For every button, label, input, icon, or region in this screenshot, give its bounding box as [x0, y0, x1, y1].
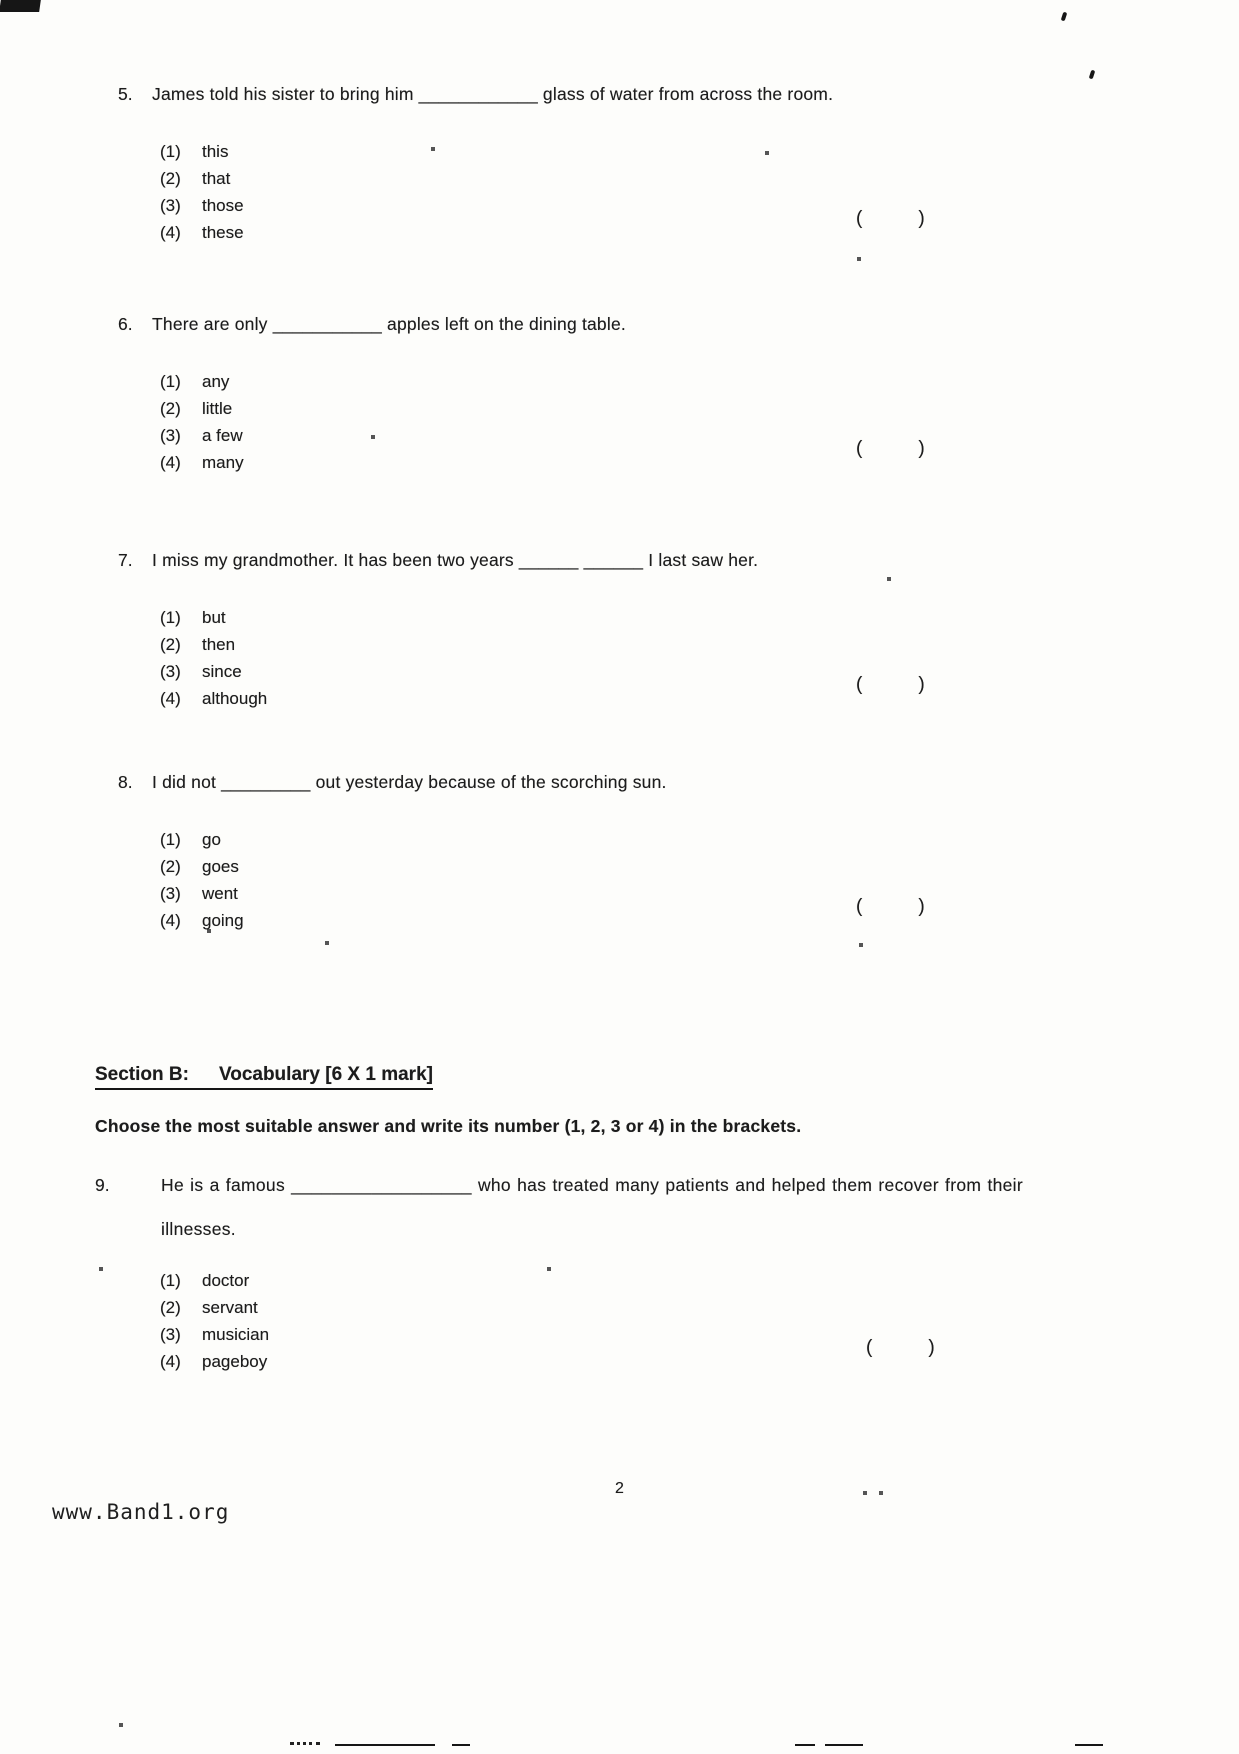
option-label: (1)	[160, 1271, 181, 1290]
question-stem: I did not _________ out yesterday because of the scorching sun.	[152, 772, 667, 792]
question-q7	[0, 548, 1239, 712]
question-q5-option-3	[0, 192, 1239, 219]
option-label: (3)	[160, 426, 181, 445]
section-b-label: Section B:	[95, 1064, 189, 1085]
question-q5-option-4	[0, 219, 1239, 246]
answer-brackets	[856, 438, 925, 460]
option-label: (1)	[160, 142, 181, 161]
option-text: that	[202, 169, 231, 188]
question-q8-option-4	[0, 907, 1239, 934]
question-q9-option-4	[0, 1348, 1239, 1375]
option-label: (3)	[160, 1325, 181, 1344]
question-q7-option-3	[0, 658, 1239, 685]
option-text: servant	[202, 1298, 258, 1317]
section-a-questions	[0, 82, 1239, 934]
section-b-name: Vocabulary [6 X 1 mark]	[218, 1064, 433, 1085]
page-number: 2	[615, 1480, 624, 1497]
scan-artifact	[795, 1744, 815, 1746]
option-text: a few	[202, 426, 243, 445]
option-text: musician	[202, 1325, 270, 1344]
scan-artifact	[0, 0, 2, 2]
question-q6-option-4	[0, 449, 1239, 476]
question-stem-row	[0, 82, 1239, 106]
answer-bracket-close: )	[918, 674, 925, 695]
question-stem-row	[0, 770, 1239, 794]
option-text: this	[202, 142, 229, 161]
option-label: (3)	[160, 196, 181, 215]
option-text: any	[202, 372, 230, 391]
answer-bracket-close: )	[918, 438, 925, 459]
question-stem: He is a famous __________________ who has treated many patients and helped them recover from their illnesses.	[161, 1175, 1023, 1239]
question-q6	[0, 312, 1239, 476]
option-text: went	[202, 884, 238, 903]
question-stem-row	[0, 548, 1239, 572]
question-q8-option-1	[0, 826, 1239, 853]
option-text: then	[202, 635, 236, 654]
question-q9	[0, 1163, 1239, 1375]
question-number: 5.	[118, 84, 133, 104]
option-text: these	[202, 223, 244, 242]
question-q6-option-1	[0, 368, 1239, 395]
section-b-title	[95, 1064, 1239, 1090]
option-text: pageboy	[202, 1352, 268, 1371]
question-options	[0, 368, 1239, 476]
scan-artifact	[1075, 1744, 1103, 1746]
question-stem: I miss my grandmother. It has been two years ______ ______ I last saw her.	[152, 550, 759, 570]
question-stem: James told his sister to bring him ____________ glass of water from across the room.	[152, 84, 834, 104]
option-label: (2)	[160, 169, 181, 188]
option-text: since	[202, 662, 242, 681]
answer-bracket-close: )	[918, 896, 925, 917]
question-options	[0, 604, 1239, 712]
question-q9-option-3	[0, 1321, 1239, 1348]
question-q5-option-2	[0, 165, 1239, 192]
option-label: (3)	[160, 884, 181, 903]
option-label: (3)	[160, 662, 181, 681]
answer-brackets	[856, 208, 925, 230]
question-q6-option-2	[0, 395, 1239, 422]
option-text: goes	[202, 857, 239, 876]
answer-brackets	[856, 674, 925, 696]
option-text: little	[202, 399, 233, 418]
option-text: going	[202, 911, 244, 930]
option-text: go	[202, 830, 221, 849]
scan-artifact	[452, 1744, 470, 1746]
option-label: (2)	[160, 857, 181, 876]
option-label: (2)	[160, 399, 181, 418]
section-b-questions	[0, 1163, 1239, 1375]
question-options	[0, 1267, 1239, 1375]
scan-artifact	[825, 1744, 863, 1746]
option-label: (1)	[160, 608, 181, 627]
option-text: many	[202, 453, 244, 472]
answer-brackets	[866, 1337, 935, 1359]
option-text: doctor	[202, 1271, 250, 1290]
answer-bracket-open: (	[856, 438, 863, 459]
answer-bracket-open: (	[856, 208, 863, 229]
question-q7-option-4	[0, 685, 1239, 712]
question-q8-option-2	[0, 853, 1239, 880]
option-label: (4)	[160, 223, 181, 242]
question-options	[0, 138, 1239, 246]
option-label: (4)	[160, 689, 181, 708]
option-text: although	[202, 689, 268, 708]
question-q9-option-1	[0, 1267, 1239, 1294]
question-q5	[0, 82, 1239, 246]
question-q8	[0, 770, 1239, 934]
scan-artifact	[0, 0, 41, 12]
option-label: (4)	[160, 911, 181, 930]
section-b-title-underline	[95, 1064, 433, 1090]
option-text: but	[202, 608, 226, 627]
option-label: (1)	[160, 830, 181, 849]
watermark: www.Band1.org	[52, 1500, 230, 1524]
question-q7-option-2	[0, 631, 1239, 658]
option-text: those	[202, 196, 244, 215]
option-label: (4)	[160, 1352, 181, 1371]
option-label: (2)	[160, 1298, 181, 1317]
answer-bracket-open: (	[856, 674, 863, 695]
answer-bracket-close: )	[918, 208, 925, 229]
scan-artifact	[335, 1744, 435, 1746]
answer-bracket-open: (	[866, 1337, 873, 1358]
question-stem-row	[0, 312, 1239, 336]
question-options	[0, 826, 1239, 934]
option-label: (1)	[160, 372, 181, 391]
option-label: (4)	[160, 453, 181, 472]
question-stem-row	[0, 1163, 1239, 1251]
question-q9-option-2	[0, 1294, 1239, 1321]
question-number: 8.	[118, 772, 133, 792]
section-b-instruction: Choose the most suitable answer and write its number (1, 2, 3 or 4) in the brackets.	[95, 1116, 802, 1136]
question-number: 6.	[118, 314, 133, 334]
answer-bracket-open: (	[856, 896, 863, 917]
question-q7-option-1	[0, 604, 1239, 631]
question-stem: There are only ___________ apples left on the dining table.	[152, 314, 626, 334]
question-number: 9.	[95, 1175, 110, 1195]
question-q8-option-3	[0, 880, 1239, 907]
section-b	[0, 1064, 1239, 1375]
option-label: (2)	[160, 635, 181, 654]
answer-brackets	[856, 896, 925, 918]
question-number: 7.	[118, 550, 133, 570]
answer-bracket-close: )	[928, 1337, 935, 1358]
question-q5-option-1	[0, 138, 1239, 165]
scan-artifact	[290, 1742, 320, 1745]
question-q6-option-3	[0, 422, 1239, 449]
